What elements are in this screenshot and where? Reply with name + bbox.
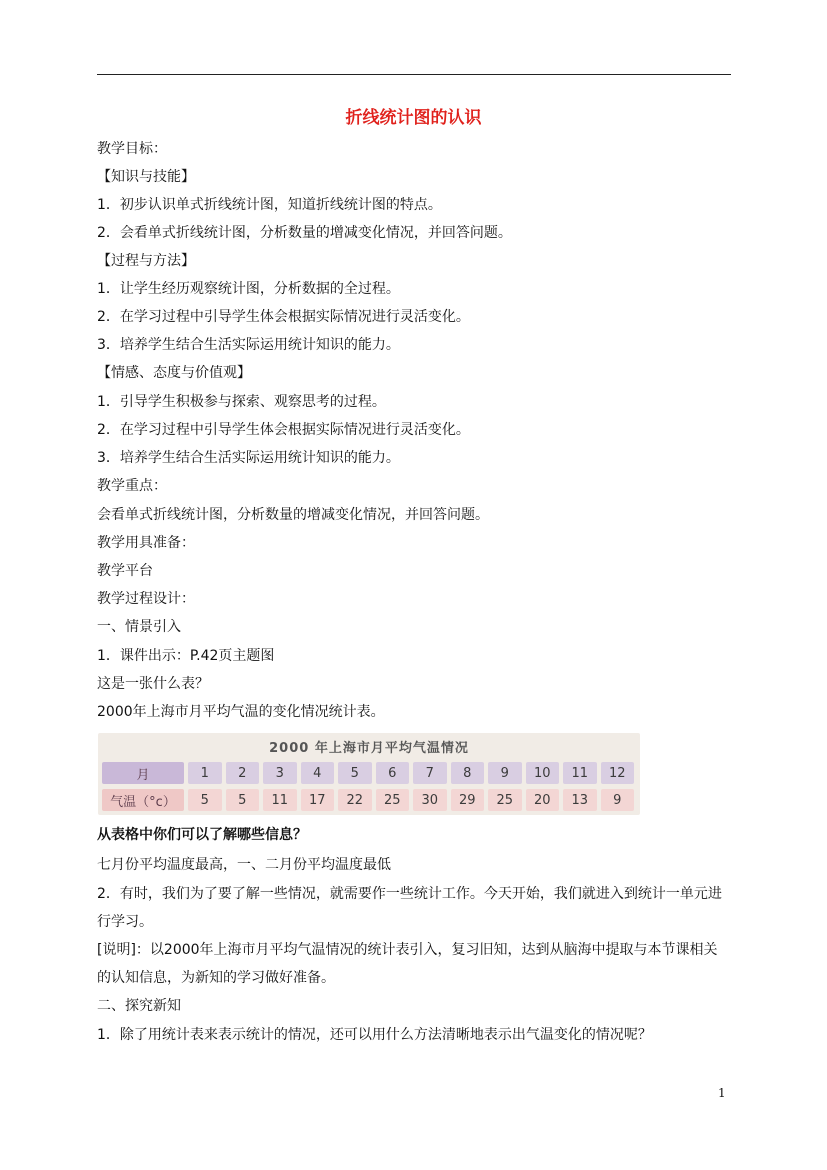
temp-cell: 9 <box>601 789 635 811</box>
text-line: 2000年上海市月平均气温的变化情况统计表。 <box>97 704 385 720</box>
month-cell: 9 <box>488 762 522 784</box>
month-cell: 11 <box>563 762 597 784</box>
question-text: 1．除了用统计表来表示统计的情况，还可以用什么方法清晰地表示出气温变化的情况呢？ <box>97 1027 652 1043</box>
month-cell: 2 <box>226 762 260 784</box>
temp-cell: 29 <box>451 789 485 811</box>
text-line: 【过程与方法】 <box>97 253 195 269</box>
text-line: 一、情景引入 <box>97 619 181 635</box>
paragraph-text: 2．有时，我们为了要了解一些情况，就需要作一些统计工作。今天开始，我们就进入到统计一单元进行学习。 <box>97 886 722 930</box>
temp-cell: 22 <box>338 789 372 811</box>
text-line: 教学重点： <box>97 478 167 494</box>
table-title: 2000 年上海市月平均气温情况 <box>269 741 469 756</box>
note-text: [说明]：以2000年上海市月平均气温情况的统计表引入，复习旧知，达到从脑海中提取与本节课相关的认知信息，为新知的学习做好准备。 <box>97 942 718 986</box>
temp-cell: 13 <box>563 789 597 811</box>
month-cell: 5 <box>338 762 372 784</box>
page-number: 1 <box>718 1086 726 1100</box>
text-line: 2．会看单式折线统计图，分析数量的增减变化情况，并回答问题。 <box>97 225 512 241</box>
section-heading: 二、探究新知 <box>97 998 181 1014</box>
temp-cell: 5 <box>226 789 260 811</box>
month-cell: 3 <box>263 762 297 784</box>
temp-cell: 25 <box>376 789 410 811</box>
text-line: 教学平台 <box>97 563 153 579</box>
text-line: 【知识与技能】 <box>97 169 195 185</box>
temp-cell: 17 <box>301 789 335 811</box>
answer-text: 七月份平均温度最高，一、二月份平均温度最低 <box>97 857 391 873</box>
month-cell: 4 <box>301 762 335 784</box>
month-cell: 8 <box>451 762 485 784</box>
text-line: 1．课件出示：P.42页主题图 <box>97 648 275 664</box>
text-line: 1．引导学生积极参与探索、观察思考的过程。 <box>97 394 386 410</box>
temp-cell: 11 <box>263 789 297 811</box>
text-line: 3．培养学生结合生活实际运用统计知识的能力。 <box>97 450 400 466</box>
month-cell: 6 <box>376 762 410 784</box>
table-row-temps <box>102 789 634 811</box>
text-line: 教学过程设计： <box>97 591 195 607</box>
text-line: 2．在学习过程中引导学生体会根据实际情况进行灵活变化。 <box>97 309 470 325</box>
text-line: 教学目标： <box>97 141 167 157</box>
month-cell: 12 <box>601 762 635 784</box>
text-line: 这是一张什么表？ <box>97 676 209 692</box>
text-line: 1．让学生经历观察统计图，分析数据的全过程。 <box>97 281 400 297</box>
month-cell: 7 <box>413 762 447 784</box>
text-line: 3．培养学生结合生活实际运用统计知识的能力。 <box>97 337 400 353</box>
text-line: 教学用具准备： <box>97 535 195 551</box>
temp-cell: 25 <box>488 789 522 811</box>
text-line: 2．在学习过程中引导学生体会根据实际情况进行灵活变化。 <box>97 422 470 438</box>
month-cell: 10 <box>526 762 560 784</box>
row-label-month: 月 <box>102 762 184 784</box>
text-line: 会看单式折线统计图，分析数量的增减变化情况，并回答问题。 <box>97 507 489 523</box>
temp-cell: 30 <box>413 789 447 811</box>
temp-cell: 5 <box>188 789 222 811</box>
header-rule <box>97 74 731 75</box>
text-line: 【情感、态度与价值观】 <box>97 365 251 381</box>
row-label-temperature: 气温（°c） <box>102 789 184 811</box>
month-cell: 1 <box>188 762 222 784</box>
question-text: 从表格中你们可以了解哪些信息？ <box>97 827 307 843</box>
temperature-table-image <box>98 733 640 815</box>
text-line: 1．初步认识单式折线统计图，知道折线统计图的特点。 <box>97 197 442 213</box>
document-title: 折线统计图的认识 <box>345 108 482 128</box>
table-row-months <box>102 762 634 784</box>
temp-cell: 20 <box>526 789 560 811</box>
